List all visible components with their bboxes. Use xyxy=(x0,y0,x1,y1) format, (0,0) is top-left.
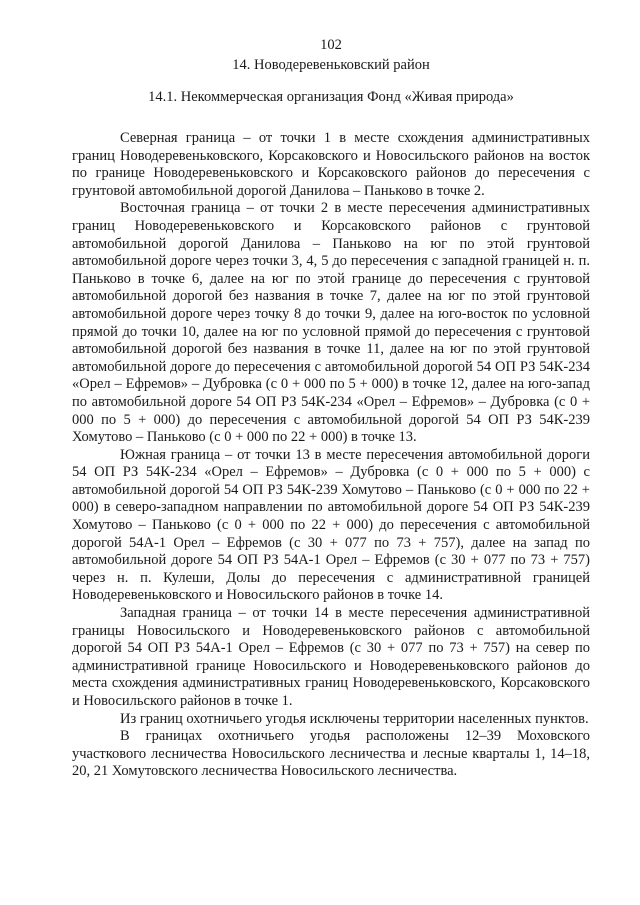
paragraph-northern-border: Северная граница – от точки 1 в месте схождения административных границ Новодеревеньковского, Корсаковского и Новосильского районов на восток по границе Новодеревеньковского и Корсаковского районов до пересечения с грунтовой автомобильной дорогой Данилова – Паньково в точке 2. xyxy=(72,130,590,199)
document-page xyxy=(72,36,590,781)
page-number: 102 xyxy=(320,37,342,53)
paragraph-forest-quarters: В границах охотничьего угодья расположены 12–39 Моховского участкового лесничества Новосильского лесничества и лесные кварталы 1, 14–18, 20, 21 Хомутовского лесничества Новосильского лесничества. xyxy=(72,728,590,780)
paragraph-western-border: Западная граница – от точки 14 в месте пересечения административной границы Новосильского и Новодеревеньковского районов с автомобильной дорогой 54 ОП РЗ 54А-1 Орел – Ефремов (с 30 + 077 по 73 + 757) на север по административной границе Новосильского и Новодеревеньковского районов до места схождения административных границ Новодеревеньковского, Корсаковского и Новосильского районов в точке 1. xyxy=(72,605,590,709)
paragraph-southern-border: Южная граница – от точки 13 в месте пересечения автомобильной дороги 54 ОП РЗ 54К-234 «Орел – Ефремов» – Дубровка (с 0 + 000 по 5 + 000) с автомобильной дорогой 54 ОП РЗ 54К-239 Хомутово – Паньково (с 0 + 000 по 22 + 000) в северо-западном направлении по автомобильной дороге 54 ОП РЗ 54К-239 Хомутово – Паньково (с 0 + 000 по 22 + 000) до пересечения с автомобильной дорогой 54А-1 Орел – Ефремов (с 30 + 077 по 73 + 757), далее на запад по автомобильной дороге 54 ОП РЗ 54А-1 Орел – Ефремов (с 30 + 077 по 73 + 757) через н. п. Кулеши, Долы до пересечения с административной границей Новодеревеньковского и Новосильского районов в точке 14. xyxy=(72,446,590,604)
paragraph-eastern-border: Восточная граница – от точки 2 в месте пересечения административных границ Новодеревеньковского и Корсаковского районов с грунтовой автомобильной дорогой Данилова – Паньково на юг по этой грунтовой автомобильной дороге через точки 3, 4, 5 до пересечения с западной границей н. п. Паньково в точке 6, далее на юг по этой границе до пересечения с грунтовой автомобильной дорогой без названия в точке 7, далее на юг по этой грунтовой автомобильной дороге через точку 8 до точки 9, далее на юго-восток по условной прямой до точки 10, далее на юг по условной прямой до пересечения с грунтовой автомобильной дорогой без названия в точке 11, далее на юг по этой грунтовой автомобильной дороге до пересечения с автомобильной дорогой 54 ОП РЗ 54К-234 «Орел – Ефремов» – Дубровка (с 0 + 000 по 5 + 000) в точке 12, далее на юго-запад по автомобильной дороге 54 ОП РЗ 54К-234 «Орел – Ефремов» – Дубровка (с 0 + 000 по 5 + 000) до пересечения с автомобильной дорогой 54 ОП РЗ 54К-239 Хомутово – Паньково (с 0 + 000 по 22 + 000) в точке 13. xyxy=(72,200,590,446)
section-title: 14. Новодеревеньковский район xyxy=(232,57,430,73)
subsection-title: 14.1. Некоммерческая организация Фонд «Живая природа» xyxy=(148,89,514,105)
paragraph-exclusions: Из границ охотничьего угодья исключены территории населенных пунктов. xyxy=(120,710,589,727)
